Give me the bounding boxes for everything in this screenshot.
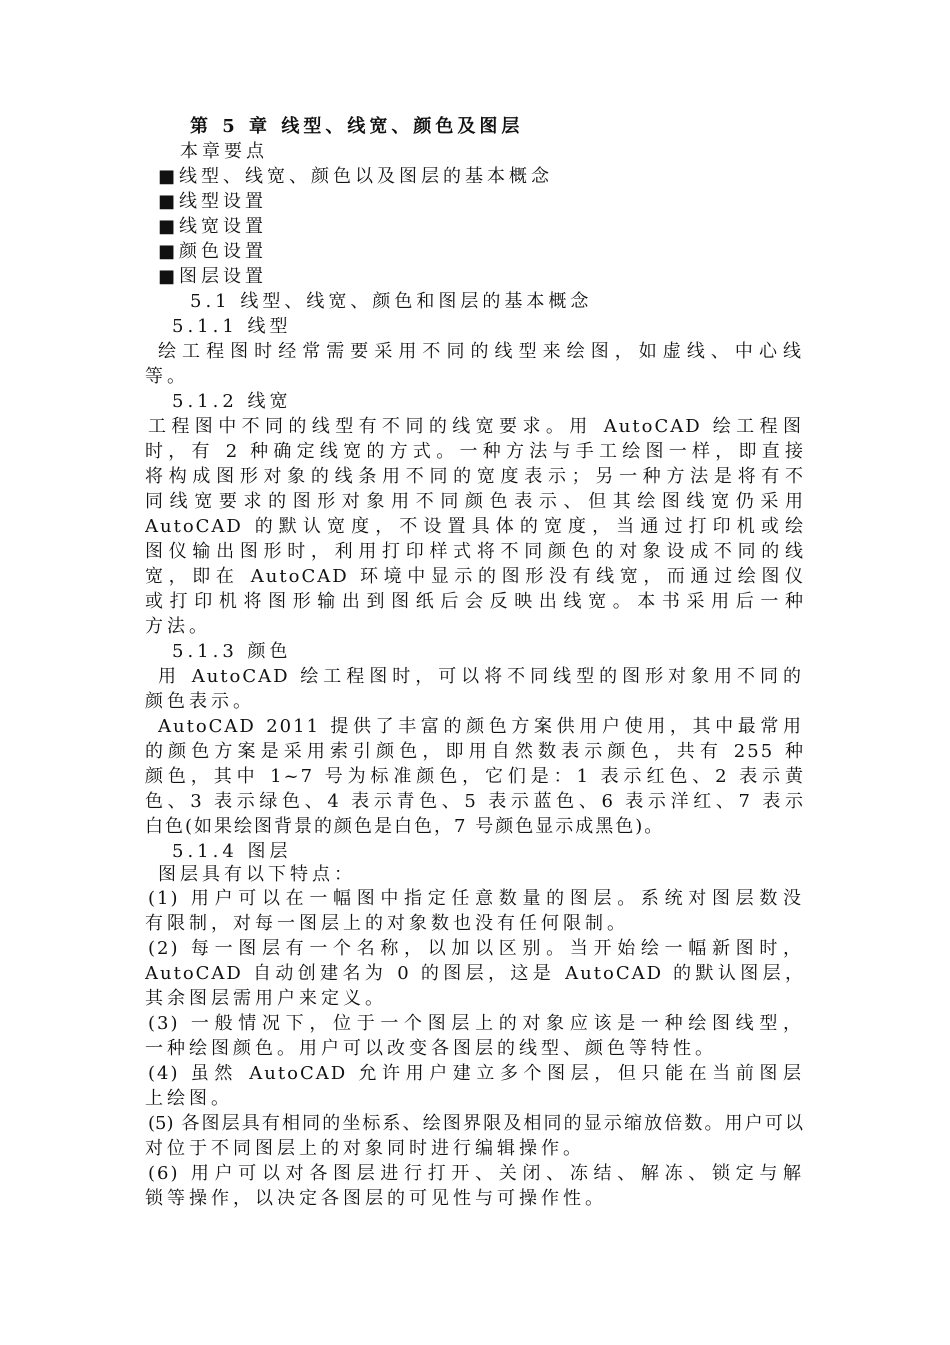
subsection-heading-5-1-2: 5.1.2 线宽 (172, 391, 292, 412)
paragraph-line: 同线宽要求的图形对象用不同颜色表示、但其绘图线宽仍采用 (145, 491, 805, 512)
list-item-line: 一种绘图颜色。用户可以改变各图层的线型、颜色等特性。 (145, 1038, 717, 1059)
list-item-line: (2) 每一图层有一个名称，以加以区别。当开始绘一幅新图时， (148, 938, 803, 959)
list-item-line: AutoCAD 自动创建名为 0 的图层，这是 AutoCAD 的默认图层， (145, 963, 805, 984)
list-item-line: (1) 用户可以在一幅图中指定任意数量的图层。系统对图层数没 (148, 888, 803, 909)
chapter-title: 第 5 章 线型、线宽、颜色及图层 (190, 116, 524, 137)
bullet-item: ■颜色设置 (158, 241, 268, 262)
paragraph-line: 颜色，其中 1~7 号为标准颜色，它们是：1 表示红色、2 表示黄 (145, 766, 805, 787)
paragraph-line: 工程图中不同的线型有不同的线宽要求。用 AutoCAD 绘工程图 (148, 416, 803, 437)
paragraph-line: 的颜色方案是采用索引颜色，即用自然数表示颜色，共有 255 种 (145, 741, 805, 762)
paragraph-line: 或打印机将图形输出到图纸后会反映出线宽。本书采用后一种 (145, 591, 805, 612)
section-heading-key-points: 本章要点 (180, 141, 268, 162)
subsection-heading-5-1-4: 5.1.4 图层 (172, 841, 292, 862)
bullet-item: ■线型设置 (158, 191, 268, 212)
list-item-line: 其余图层需用户来定义。 (145, 988, 387, 1009)
list-item-line: 上绘图。 (145, 1088, 233, 1109)
paragraph-line: AutoCAD 的默认宽度，不设置具体的宽度，当通过打印机或绘 (145, 516, 805, 537)
bullet-item: ■线宽设置 (158, 216, 268, 237)
list-item-line: (6) 用户可以对各图层进行打开、关闭、冻结、解冻、锁定与解 (148, 1163, 803, 1184)
bullet-item: ■线型、线宽、颜色以及图层的基本概念 (158, 166, 554, 187)
section-heading-5-1: 5.1 线型、线宽、颜色和图层的基本概念 (190, 291, 593, 312)
paragraph-line: 色、3 表示绿色、4 表示青色、5 表示蓝色、6 表示洋红、7 表示 (145, 791, 805, 812)
paragraph-line: 绘工程图时经常需要采用不同的线型来绘图，如虚线、中心线 (158, 341, 803, 362)
paragraph-line: 时，有 2 种确定线宽的方式。一种方法与手工绘图一样，即直接 (145, 441, 805, 462)
paragraph-line: 图仪输出图形时，利用打印样式将不同颜色的对象设成不同的线 (145, 541, 805, 562)
list-item-line: (4) 虽然 AutoCAD 允许用户建立多个图层，但只能在当前图层 (148, 1063, 803, 1084)
paragraph-line: 将构成图形对象的线条用不同的宽度表示；另一种方法是将有不 (145, 466, 805, 487)
paragraph-line: 方法。 (145, 616, 211, 637)
list-item-line: 对位于不同图层上的对象同时进行编辑操作。 (145, 1138, 585, 1159)
paragraph-line: 宽，即在 AutoCAD 环境中显示的图形没有线宽，而通过绘图仪 (145, 566, 805, 587)
list-item-line: 有限制，对每一图层上的对象数也没有任何限制。 (145, 913, 629, 934)
list-item-line: 锁等操作，以决定各图层的可见性与可操作性。 (145, 1188, 607, 1209)
list-item-line: (5) 各图层具有相同的坐标系、绘图界限及相同的显示缩放倍数。用户可以 (148, 1113, 803, 1134)
paragraph-line: 等。 (145, 366, 189, 387)
subsection-heading-5-1-1: 5.1.1 线型 (172, 316, 292, 337)
paragraph-line: 用 AutoCAD 绘工程图时，可以将不同线型的图形对象用不同的 (158, 666, 803, 687)
paragraph-line: 白色(如果绘图背景的颜色是白色，7 号颜色显示成黑色)。 (145, 816, 665, 837)
paragraph-line: 图层具有以下特点： (158, 864, 356, 885)
list-item-line: (3) 一般情况下，位于一个图层上的对象应该是一种绘图线型， (148, 1013, 803, 1034)
bullet-item: ■图层设置 (158, 266, 268, 287)
subsection-heading-5-1-3: 5.1.3 颜色 (172, 641, 292, 662)
paragraph-line: AutoCAD 2011 提供了丰富的颜色方案供用户使用，其中最常用 (158, 716, 803, 737)
paragraph-line: 颜色表示。 (145, 691, 255, 712)
